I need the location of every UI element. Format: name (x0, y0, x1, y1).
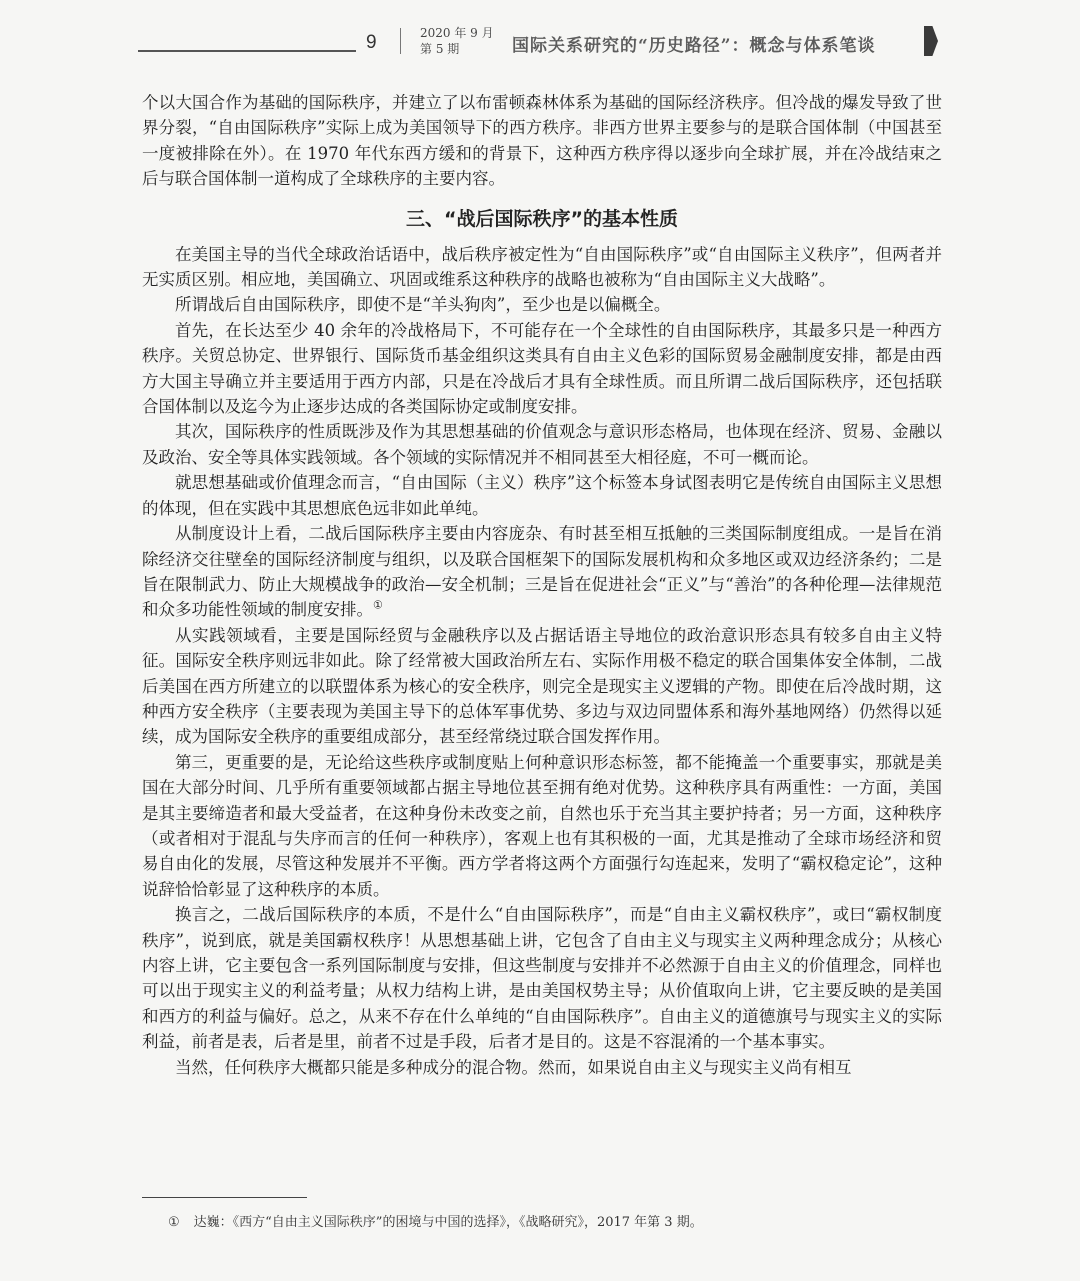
footnote-mark: ① (168, 1215, 180, 1230)
article-body (142, 90, 942, 1080)
paragraph-with-note (142, 521, 942, 623)
header-divider (400, 28, 401, 54)
section-heading: 三、“战后国际秩序”的基本性质 (406, 207, 678, 230)
paragraph-text: 从制度设计上看，二战后国际秩序主要由内容庞杂、有时甚至相互抵触的三类国际制度组成。一是旨在消除经济交往壁垒的国际经济制度与组织，以及联合国框架下的国际发展机构和众多地区或双边经济条约；二是旨在限制武力、防止大规模战争的政治—安全机制；三是旨在促进社会“正义”与“善治”的各种伦理—法律规范和众多功能性领域的制度安排。 (142, 524, 942, 620)
page-number: 9 (366, 32, 377, 53)
issue-number: 第 5 期 (420, 42, 460, 56)
footnote-rule (142, 1197, 307, 1198)
paragraph: 所谓战后自由国际秩序，即使不是“羊头狗肉”，至少也是以偏概全。 (175, 295, 671, 315)
paragraph: 换言之，二战后国际秩序的本质，不是什么“自由国际秩序”，而是“自由主义霸权秩序”，或曰“霸权制度秩序”，说到底，就是美国霸权秩序！从思想基础上讲，它包含了自由主义与现实主义两种理念成分；从核心内容上讲，它主要包含一系列国际制度与安排，但这些制度与安排并不必然源于自由主义的价值理念，同样也可以出于现实主义的利益考量；从权力结构上讲，是由美国权势主导；从价值取向上讲，它主要反映的是美国和西方的利益与偏好。总之，从来不存在什么单纯的“自由国际秩序”。自由主义的道德旗号与现实主义的实际利益，前者是表，后者是里，前者不过是手段，后者才是目的。这是不容混淆的一个基本事实。 (142, 905, 942, 1052)
column-title: 国际关系研究的“历史路径”：概念与体系笔谈 (512, 36, 876, 56)
issue-info (420, 25, 494, 57)
paragraph: 在美国主导的当代全球政治话语中，战后秩序被定性为“自由国际秩序”或“自由国际主义秩序”，但两者并无实质区别。相应地，美国确立、巩固或维系这种秩序的战略也被称为“自由国际主义大战略”。 (142, 244, 942, 290)
footnote (168, 1211, 703, 1230)
paragraph: 就思想基础或价值理念而言，“自由国际（主义）秩序”这个标签本身试图表明它是传统自由国际主义思想的体现，但在实践中其思想底色远非如此单纯。 (142, 473, 942, 518)
footnote-text: 达巍：《西方“自由主义国际秩序”的困境与中国的选择》，《战略研究》，2017 年第 3 期。 (193, 1215, 703, 1230)
paragraph: 从实践领域看，主要是国际经贸与金融秩序以及占据话语主导地位的政治意识形态具有较多自由主义特征。国际安全秩序则远非如此。除了经常被大国政治所左右、实际作用极不稳定的联合国集体安全体制，二战后美国在西方所建立的以联盟体系为核心的安全秩序，则完全是现实主义逻辑的产物。即使在后冷战时期，这种西方安全秩序（主要表现为美国主导下的总体军事优势、多边与双边同盟体系和海外基地网络）仍然得以延续，成为国际安全秩序的重要组成部分，甚至经常绕过联合国发挥作用。 (142, 625, 942, 747)
paragraph: 第三，更重要的是，无论给这些秩序或制度贴上何种意识形态标签，都不能掩盖一个重要事实，那就是美国在大部分时间、几乎所有重要领域都占据主导地位甚至拥有绝对优势。这种秩序具有两重性：一方面，美国是其主要缔造者和最大受益者，在这种身份未改变之前，自然也乐于充当其主要护持者；另一方面，这种秩序（或者相对于混乱与失序而言的任何一种秩序），客观上也有其积极的一面，尤其是推动了全球市场经济和贸易自由化的发展，尽管这种发展并不平衡。西方学者将这两个方面强行勾连起来，发明了“霸权稳定论”，这种说辞恰恰彰显了这种秩序的本质。 (142, 752, 942, 899)
header-rule (138, 50, 356, 52)
paragraph: 当然，任何秩序大概都只能是多种成分的混合物。然而，如果说自由主义与现实主义尚有相互 (175, 1057, 852, 1077)
paragraph: 其次，国际秩序的性质既涉及作为其思想基础的价值观念与意识形态格局，也体现在经济、贸易、金融以及政治、安全等具体实践领域。各个领域的实际情况并不相同甚至大相径庭，不可一概而论。 (142, 422, 942, 467)
footnote-reference[interactable]: ① (373, 598, 383, 612)
issue-date: 2020 年 9 月 (420, 26, 494, 40)
paragraph: 首先，在长达至少 40 余年的冷战格局下，不可能存在一个全球性的自由国际秩序，其最多只是一种西方秩序。关贸总协定、世界银行、国际货币基金组织这类具有自由主义色彩的国际贸易金融制度安排，都是由西方大国主导确立并主要适用于西方内部，只是在冷战后才具有全球性质。而且所谓二战后国际秩序，还包括联合国体制以及迄今为止逐步达成的各类国际协定或制度安排。 (142, 320, 942, 417)
page-tab-marker (924, 26, 938, 56)
paragraph-continued: 个以大国合作为基础的国际秩序，并建立了以布雷顿森林体系为基础的国际经济秩序。但冷战的爆发导致了世界分裂，“自由国际秩序”实际上成为美国领导下的西方秩序。非西方世界主要参与的是联合国体制（中国甚至一度被排除在外）。在 1970 年代东西方缓和的背景下，这种西方秩序得以逐步向全球扩展，并在冷战结束之后与联合国体制一道构成了全球秩序的主要内容。 (142, 93, 942, 189)
